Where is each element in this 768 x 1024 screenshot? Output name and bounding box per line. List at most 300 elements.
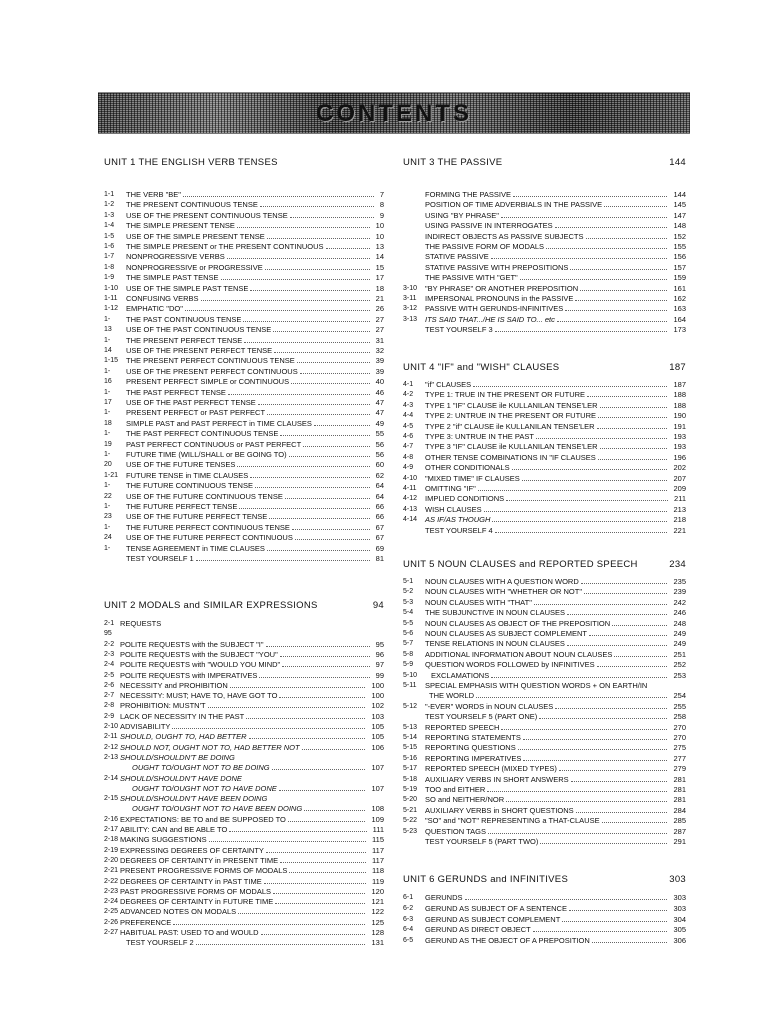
leader-dots [229, 831, 366, 832]
leader-dots [567, 614, 667, 615]
toc-entry[interactable] [403, 232, 686, 242]
entry-number: 4-3 [403, 401, 414, 409]
entry-title: "-EVER" WORDS in NOUN CLAUSES [425, 701, 554, 711]
entry-page-number: 287 [673, 826, 686, 836]
toc-entry[interactable] [104, 294, 384, 304]
leader-dots [292, 529, 370, 530]
entry-number: 1-7 [104, 253, 115, 261]
unit-heading-text: UNIT 1 THE ENGLISH VERB TENSES [104, 157, 278, 168]
entry-title: TENSE AGREEMENT in TIME CLAUSES [126, 543, 265, 553]
entry-number: 3-13 [403, 315, 418, 323]
entry-number: 1-3 [104, 211, 115, 219]
leader-dots [279, 790, 366, 791]
entry-page-number: 159 [673, 273, 686, 283]
entry-number: 2-5 [104, 671, 115, 679]
toc-entry[interactable] [403, 702, 686, 712]
toc-entry[interactable] [403, 304, 686, 314]
toc-entry[interactable] [104, 460, 384, 470]
entry-title: NOUN CLAUSES WITH A QUESTION WORD [425, 577, 579, 586]
entry-number: 5-23 [403, 827, 418, 835]
toc-entry[interactable] [104, 681, 384, 691]
toc-entry[interactable] [403, 681, 686, 691]
toc-entry[interactable] [104, 502, 384, 512]
toc-entry[interactable] [104, 650, 384, 660]
entry-number: 4-10 [403, 474, 418, 482]
toc-entry[interactable] [104, 533, 384, 543]
toc-entry[interactable] [104, 815, 384, 825]
leader-dots [237, 227, 370, 228]
entry-page-number: 246 [673, 608, 686, 618]
toc-entry[interactable] [104, 928, 384, 938]
toc-entry[interactable] [403, 484, 686, 494]
entry-title: DEGREES OF CERTAINTY in PRESENT TIME [120, 855, 279, 865]
entry-number: 5-16 [403, 754, 418, 762]
leader-dots [221, 279, 370, 280]
entry-title: POLITE REQUESTS with the SUBJECT "YOU" [120, 649, 278, 659]
toc-entry[interactable] [104, 640, 384, 650]
toc-entry[interactable] [104, 856, 384, 866]
toc-entry[interactable] [403, 915, 686, 925]
toc-entry[interactable] [104, 794, 384, 804]
entry-page-number: 107 [371, 783, 384, 793]
entry-title: REPORTED SPEECH [425, 722, 500, 732]
toc-entry[interactable] [403, 200, 686, 210]
toc-entry[interactable] [104, 336, 384, 346]
leader-dots [304, 810, 365, 811]
entry-number: 2-1 [104, 620, 115, 627]
entry-number: 1-11 [104, 295, 118, 302]
entry-page-number: 103 [371, 711, 384, 721]
entry-page-number: 285 [673, 816, 686, 826]
entry-number: 6-5 [403, 937, 414, 945]
leader-dots [279, 697, 365, 698]
toc-entry[interactable] [104, 512, 384, 522]
toc-entry[interactable] [403, 505, 686, 515]
entry-page-number: 81 [375, 554, 384, 563]
entry-number: 5-7 [403, 640, 414, 648]
toc-entry[interactable] [104, 907, 384, 917]
entry-title: REPORTED SPEECH (MIXED TYPES) [425, 764, 557, 774]
unit-page-number: 187 [669, 362, 686, 373]
entry-title: "if" CLAUSES [425, 380, 472, 389]
leader-dots [559, 770, 668, 771]
entry-title: SO and NEITHER/NOR [425, 795, 505, 805]
toc-entry[interactable] [403, 577, 686, 587]
toc-entry[interactable] [104, 419, 384, 429]
leader-dots [259, 677, 369, 678]
toc-entry[interactable] [403, 380, 686, 390]
entry-page-number: 108 [371, 804, 384, 814]
toc-entry[interactable] [403, 893, 686, 903]
leader-dots [285, 498, 370, 499]
entry-title: THE SUBJUNCTIVE IN NOUN CLAUSES [425, 608, 566, 618]
leader-dots [602, 822, 668, 823]
entry-page-number: 96 [375, 649, 384, 659]
entry-page-number: 193 [673, 442, 686, 452]
entry-number: 1- [104, 336, 111, 344]
toc-entry[interactable] [104, 367, 384, 377]
toc-entry[interactable] [104, 273, 384, 283]
leader-dots [227, 258, 370, 259]
toc-entry[interactable] [104, 897, 384, 907]
toc-entry[interactable] [403, 587, 686, 597]
entry-number: 2-14 [104, 774, 119, 782]
entry-title: CONFUSING VERBS [126, 294, 199, 303]
entry-number: 6-1 [403, 894, 414, 901]
toc-entry[interactable] [403, 660, 686, 670]
leader-dots [266, 646, 370, 647]
toc-entry[interactable] [403, 273, 686, 283]
toc-entry[interactable] [104, 377, 384, 387]
entry-title: SPECIAL EMPHASIS WITH QUESTION WORDS + ON EARTH/IN [425, 681, 648, 690]
toc-entry[interactable] [403, 936, 686, 946]
toc-entry[interactable] [403, 608, 686, 618]
entry-title: QUESTION WORDS FOLLOWED by INFINITIVES [425, 660, 595, 670]
entry-number: 5-13 [403, 723, 418, 731]
toc-entry[interactable] [104, 660, 384, 670]
toc-entry[interactable] [104, 629, 384, 639]
entry-number: 1- [104, 367, 111, 375]
entry-page-number: 173 [673, 325, 686, 335]
entry-title: ABILITY: CAN and BE ABLE TO [120, 825, 228, 834]
toc-entry[interactable] [104, 712, 384, 722]
entry-number: 2-27 [104, 929, 119, 936]
leader-dots [598, 417, 667, 418]
entry-number: 1-1 [104, 191, 115, 198]
toc-entry[interactable] [403, 837, 686, 847]
leader-dots [173, 924, 365, 925]
toc-entry[interactable] [403, 284, 686, 294]
toc-entry[interactable] [104, 825, 384, 835]
entry-title: OTHER CONDITIONALS [425, 463, 510, 473]
entry-number: 24 [104, 534, 112, 542]
entry-page-number: 62 [375, 470, 384, 480]
entry-page-number: 209 [673, 484, 686, 493]
toc-entry[interactable] [104, 190, 384, 200]
entry-title: ADVANCED NOTES ON MODALS [120, 907, 237, 917]
toc-entry[interactable] [403, 442, 686, 452]
entry-number: 2-22 [104, 877, 119, 885]
entry-number: 2-6 [104, 681, 115, 689]
leader-dots [239, 508, 369, 509]
toc-entry[interactable] [403, 474, 686, 484]
toc-entry[interactable] [403, 221, 686, 231]
entry-page-number: 64 [375, 491, 384, 501]
entry-number: 4-14 [403, 516, 418, 524]
toc-entry[interactable] [403, 691, 686, 701]
entry-page-number: 164 [673, 314, 686, 324]
toc-entry[interactable] [403, 619, 686, 629]
leader-dots [267, 414, 370, 415]
entry-number: 5-9 [403, 661, 414, 669]
toc-entry[interactable] [104, 450, 384, 460]
toc-entry[interactable] [104, 804, 384, 814]
entry-page-number: 69 [375, 543, 384, 553]
entry-title: TOO and EITHER [425, 785, 486, 794]
entry-page-number: 10 [375, 221, 384, 231]
entry-page-number: 235 [673, 577, 686, 586]
toc-entry[interactable] [104, 440, 384, 450]
entry-number: 3-11 [403, 295, 417, 302]
contents-title: CONTENTS [316, 100, 472, 127]
entry-number: 2-2 [104, 640, 115, 648]
entry-number: 5-8 [403, 650, 414, 658]
entry-number: 2-9 [104, 712, 115, 720]
entry-page-number: 66 [375, 502, 384, 511]
entry-number: 4-2 [403, 391, 414, 399]
toc-entry[interactable] [403, 816, 686, 826]
leader-dots [258, 404, 370, 405]
toc-entry[interactable] [403, 411, 686, 421]
leader-dots [172, 728, 365, 729]
leader-dots [487, 791, 667, 792]
toc-entry[interactable] [104, 918, 384, 928]
toc-entry[interactable] [104, 429, 384, 439]
toc-entry[interactable] [403, 806, 686, 816]
entry-number: 6-3 [403, 915, 414, 923]
entry-title: POLITE REQUESTS with the SUBJECT "I" [120, 639, 264, 649]
leader-dots [273, 893, 365, 894]
toc-entry[interactable] [104, 619, 384, 629]
entry-number: 5-14 [403, 734, 418, 741]
entry-number: 18 [104, 419, 112, 427]
entry-page-number: 196 [673, 452, 686, 462]
entry-number: 2-15 [104, 795, 119, 803]
toc-entry[interactable] [403, 515, 686, 525]
toc-entry[interactable] [403, 432, 686, 442]
toc-entry[interactable] [104, 753, 384, 763]
toc-entry[interactable] [403, 733, 686, 743]
entry-number: 5-6 [403, 630, 414, 637]
toc-entry[interactable] [104, 722, 384, 732]
toc-entry[interactable] [104, 481, 384, 491]
toc-entry[interactable] [403, 743, 686, 753]
entry-title: USE OF THE SIMPLE PRESENT TENSE [126, 231, 265, 241]
entry-page-number: 117 [372, 855, 384, 865]
entry-page-number: 67 [375, 522, 384, 532]
toc-entry[interactable] [104, 315, 384, 325]
leader-dots [597, 428, 668, 429]
entry-page-number: 303 [673, 903, 686, 913]
leader-dots [266, 852, 366, 853]
toc-entry[interactable] [403, 775, 686, 785]
toc-entry[interactable] [403, 211, 686, 221]
toc-entry[interactable] [104, 242, 384, 252]
entry-page-number: 255 [673, 701, 686, 711]
entry-page-number: 190 [673, 411, 686, 421]
entry-number: 2-17 [104, 826, 119, 833]
toc-entry[interactable] [104, 232, 384, 242]
entry-title: THE PASSIVE FORM OF MODALS [425, 242, 545, 251]
toc-entry[interactable] [104, 471, 384, 481]
toc-entry[interactable] [104, 835, 384, 845]
toc-entry[interactable] [104, 877, 384, 887]
entry-title: GERUNDS [425, 893, 463, 902]
toc-entry[interactable] [104, 304, 384, 314]
entry-page-number: 291 [673, 837, 686, 846]
entry-title: OUGHT TO/OUGHT NOT TO HAVE BEEN DOING [132, 804, 303, 814]
toc-entry[interactable] [403, 795, 686, 805]
unit-page-number: 94 [372, 600, 384, 611]
entry-page-number: 155 [673, 242, 686, 251]
entry-number: 2-10 [104, 723, 119, 730]
toc-entry[interactable] [403, 827, 686, 837]
entry-title: THE FUTURE CONTINUOUS TENSE [126, 481, 253, 491]
leader-dots [589, 635, 668, 636]
entry-number: 2-24 [104, 898, 119, 906]
toc-entry[interactable] [104, 774, 384, 784]
entry-number: 1-10 [104, 284, 119, 292]
toc-entry[interactable] [403, 629, 686, 639]
entry-page-number: 281 [673, 795, 686, 805]
toc-entry[interactable] [403, 453, 686, 463]
leader-dots [495, 532, 668, 533]
entry-title: THE PAST PERFECT TENSE [126, 387, 226, 397]
entry-title: PAST PERFECT CONTINUOUS or PAST PERFECT [126, 439, 302, 449]
entry-page-number: 188 [673, 390, 686, 400]
entry-title: THE FUTURE PERFECT TENSE [126, 502, 238, 511]
entry-page-number: 95 [375, 639, 384, 649]
toc-entry[interactable] [104, 938, 384, 948]
entry-title: REQUESTS [120, 619, 162, 628]
entry-number: 4-4 [403, 412, 414, 420]
entry-page-number: 306 [673, 936, 686, 946]
toc-entry[interactable] [104, 263, 384, 273]
entry-title: WISH CLAUSES [425, 504, 482, 514]
entry-title: THE PAST CONTINUOUS TENSE [126, 314, 242, 324]
toc-entry[interactable] [104, 701, 384, 711]
toc-entry[interactable] [403, 754, 686, 764]
toc-entry[interactable] [104, 691, 384, 701]
toc-entry[interactable] [104, 356, 384, 366]
toc-entry[interactable] [403, 639, 686, 649]
toc-entry[interactable] [403, 463, 686, 473]
entry-number: 20 [104, 461, 112, 469]
entry-title: SHOULD/SHOULDN'T BE DOING [120, 752, 235, 762]
toc-entry[interactable] [104, 763, 384, 773]
entry-number: 19 [104, 440, 112, 448]
toc-entry[interactable] [104, 523, 384, 533]
toc-entry[interactable] [403, 422, 686, 432]
toc-entry[interactable] [403, 598, 686, 608]
toc-entry[interactable] [403, 764, 686, 774]
leader-dots [575, 300, 667, 301]
toc-entry[interactable] [403, 904, 686, 914]
entry-title: OUGHT TO/OUGHT NOT TO BE DOING [132, 763, 270, 773]
entry-page-number: 252 [673, 660, 686, 670]
toc-entry[interactable] [104, 732, 384, 742]
entry-title: USING PASSIVE IN INTERROGATES [425, 221, 553, 231]
toc-entry[interactable] [403, 263, 686, 273]
toc-entry[interactable] [104, 221, 384, 231]
entry-number: 1- [104, 523, 111, 531]
leader-dots [567, 645, 668, 646]
entry-number: 5-11 [403, 682, 417, 689]
entry-page-number: 270 [673, 722, 686, 732]
toc-entry[interactable] [403, 390, 686, 400]
toc-entry[interactable] [403, 526, 686, 536]
entry-title: USE OF THE PRESENT PERFECT CONTINUOUS [126, 366, 298, 376]
entry-number: 1-15 [104, 357, 119, 365]
entry-page-number: 211 [674, 494, 686, 504]
toc-entry[interactable] [403, 294, 686, 304]
toc-entry[interactable] [104, 211, 384, 221]
toc-entry[interactable] [403, 242, 686, 252]
entry-page-number: 111 [372, 825, 384, 834]
toc-entry[interactable] [104, 671, 384, 681]
entry-page-number: 49 [375, 418, 384, 428]
leader-dots [326, 248, 370, 249]
leader-dots [570, 269, 667, 270]
toc-entry[interactable] [403, 315, 686, 325]
entry-title: FORMING THE PASSIVE [425, 190, 511, 199]
entry-title: GERUND AS SUBJECT COMPLEMENT [425, 914, 561, 924]
toc-entry[interactable] [104, 388, 384, 398]
entry-title: STATIVE PASSIVE WITH PREPOSITIONS [425, 262, 569, 272]
entry-page-number: 102 [371, 701, 384, 711]
entry-title: LACK OF NECESSITY IN THE PAST [120, 711, 245, 721]
toc-entry[interactable] [104, 284, 384, 294]
entry-number: 17 [104, 399, 112, 406]
entry-number: 2-4 [104, 661, 115, 669]
toc-entry[interactable] [403, 190, 686, 200]
entry-title: SHOULD, OUGHT TO, HAD BETTER [120, 732, 247, 742]
toc-entry[interactable] [104, 252, 384, 262]
toc-entry[interactable] [104, 200, 384, 210]
toc-entry[interactable] [403, 401, 686, 411]
toc-entry[interactable] [403, 712, 686, 722]
entry-title: PRESENT PERFECT SIMPLE or CONTINUOUS [126, 377, 290, 387]
toc-entry[interactable] [104, 408, 384, 418]
entry-number: 13 [104, 326, 112, 334]
entry-title: REPORTING STATEMENTS [425, 733, 521, 742]
toc-entry[interactable] [403, 252, 686, 262]
toc-entry[interactable] [403, 494, 686, 504]
toc-entry[interactable] [403, 650, 686, 660]
toc-entry[interactable] [104, 743, 384, 753]
entry-number: 22 [104, 492, 112, 500]
toc-entry[interactable] [104, 544, 384, 554]
entry-page-number: 46 [375, 387, 384, 397]
leader-dots [244, 342, 369, 343]
toc-entry[interactable] [104, 846, 384, 856]
toc-entry[interactable] [104, 325, 384, 335]
entry-page-number: 284 [673, 805, 686, 815]
entry-page-number: 56 [375, 439, 384, 449]
toc-entry[interactable] [403, 325, 686, 335]
toc-entry[interactable] [104, 887, 384, 897]
toc-entry[interactable] [104, 866, 384, 876]
entry-number: 2-25 [104, 908, 119, 916]
toc-entry[interactable] [104, 398, 384, 408]
entry-title: QUESTION TAGS [425, 826, 486, 836]
toc-entry[interactable] [104, 346, 384, 356]
toc-entry[interactable] [403, 925, 686, 935]
toc-entry[interactable] [104, 554, 384, 564]
toc-entry[interactable] [403, 785, 686, 795]
toc-entry[interactable] [104, 784, 384, 794]
entry-number: 1- [104, 451, 111, 458]
entry-title: "MIXED TIME" IF CLAUSES [425, 473, 520, 483]
toc-entry[interactable] [104, 492, 384, 502]
leader-dots [600, 407, 668, 408]
entry-page-number: 100 [371, 691, 384, 701]
toc-entry[interactable] [403, 723, 686, 733]
entry-title: TEST YOURSELF 4 [425, 525, 493, 535]
entry-number: 2-19 [104, 846, 119, 854]
toc-entry[interactable] [403, 671, 686, 681]
leader-dots [280, 862, 366, 863]
